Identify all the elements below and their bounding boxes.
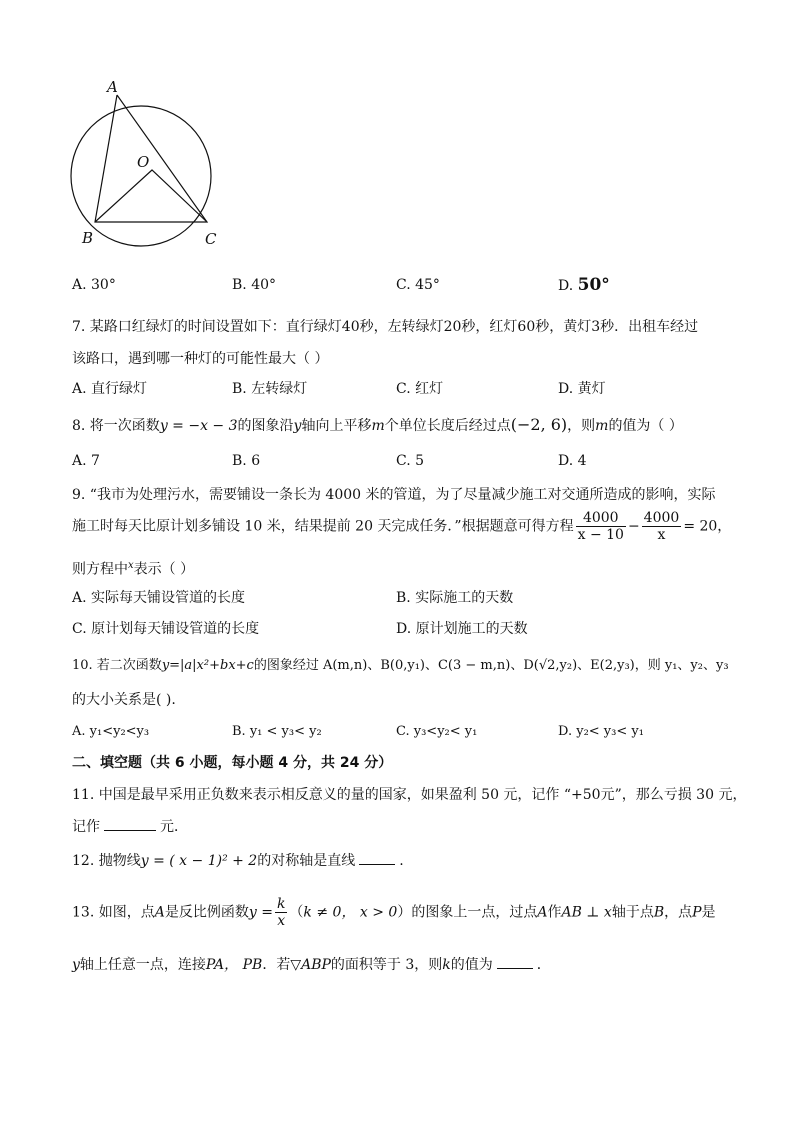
q13-line2: [72, 956, 551, 974]
q8-m-2: m: [595, 418, 609, 434]
q13-point-a-2: A: [537, 904, 548, 921]
q6-option-c: C. 45°: [396, 277, 440, 293]
q13-condition: k ≠ 0， x > 0: [303, 904, 398, 921]
q13-point-b: B: [653, 904, 665, 921]
q10-option-a: A. y₁<y₂<y₃: [72, 724, 150, 739]
q6-option-a: A. 30°: [72, 277, 116, 293]
q13-line1-a: 13. 如图，点: [72, 904, 155, 921]
q12-text-b: 的对称轴是直线: [257, 853, 356, 869]
q6-option-d: [558, 276, 610, 295]
q7-option-c: C. 红灯: [396, 381, 444, 397]
q8-text-b: 的图象沿: [237, 418, 294, 434]
q12-line: [72, 852, 404, 870]
q12-text-c: .: [399, 853, 404, 869]
q8-axis: y: [293, 418, 302, 434]
section-2-title: 二、填空题（共 6 小题，每小题 4 分，共 24 分）: [72, 755, 393, 771]
q13-line1-d: ）的图象上一点，过点: [397, 904, 538, 921]
radii-ob-oc: [95, 170, 207, 222]
q13-line2-b: ．若: [262, 957, 291, 973]
q6-option-d-value: 50°: [577, 275, 610, 295]
q9-option-b: B. 实际施工的天数: [396, 590, 514, 606]
q13-ab-perp: AB ⊥ x: [561, 904, 612, 921]
q9-line3-a: 则方程中: [72, 561, 128, 578]
q8-option-a: A. 7: [72, 453, 100, 469]
q13-line1-f: 轴于点: [611, 904, 654, 921]
q9-fraction-2-denominator: x: [657, 527, 666, 543]
q8-text-a: 8. 将一次函数: [72, 418, 160, 434]
q9-option-c: C. 原计划每天铺设管道的长度: [72, 621, 260, 637]
q13-line1-b: 是反比例函数: [164, 904, 249, 921]
q8-text-f: 的值为（ ）: [608, 418, 683, 434]
q11-line2-a: 记作: [72, 819, 100, 835]
q7-option-d: D. 黄灯: [558, 381, 606, 397]
q8-stem: [72, 416, 683, 435]
q9-fraction-1-denominator: x − 10: [577, 527, 624, 543]
q13-point-p: P: [692, 904, 702, 921]
q8-point: (−2, 6): [510, 415, 568, 434]
q9-line2-text: 施工时每天比原计划多铺设 10 米，结果提前 20 天完成任务．”根据题意可得方程: [72, 518, 574, 535]
q9-fraction-1: [576, 510, 626, 543]
q8-option-c: C. 5: [396, 453, 425, 469]
q12-answer-blank[interactable]: [359, 852, 395, 865]
q7-line1: 7. 某路口红绿灯的时间设置如下：直行绿灯40秒，左转绿灯20秒，红灯60秒，黄灯3秒．出租车经过: [72, 319, 699, 335]
q6-option-b: B. 40°: [232, 277, 277, 293]
q11-line2: [72, 818, 188, 836]
q8-option-b: B. 6: [232, 453, 261, 469]
q13-line1-e: 作: [547, 904, 562, 921]
q9-minus: −: [627, 518, 640, 535]
q9-equals: = 20，: [683, 518, 732, 535]
q13-line2-c: 的面积等于 3，则: [330, 957, 443, 973]
q10-function: y=|a|x²+bx+c: [161, 658, 254, 673]
circle-o: [71, 106, 211, 246]
q10-sqrt2: √2: [538, 658, 556, 673]
q9-fraction-2: [642, 510, 682, 543]
q9-option-a: A. 实际每天铺设管道的长度: [72, 590, 246, 606]
q13-line1-g: ，点: [664, 904, 693, 921]
q13-line2-y: y: [72, 957, 80, 973]
q9-line1: 9. “我市为处理污水，需要铺设一条长为 4000 米的管道，为了尽量减少施工对交通所造成的影响，实际: [72, 487, 716, 503]
q10-line1: [72, 657, 729, 675]
label-b: B: [82, 229, 94, 247]
q11-answer-blank[interactable]: [104, 818, 156, 831]
q9-line3-x: x: [128, 560, 134, 571]
q9-fraction-2-numerator: 4000: [643, 510, 680, 526]
q13-line1-h: 是: [701, 904, 716, 921]
q9-fraction-1-numerator: 4000: [576, 510, 626, 527]
q8-text-c: 轴向上平移: [301, 418, 372, 434]
q13-fraction: [275, 896, 287, 929]
label-o: O: [137, 153, 150, 171]
q8-m: m: [371, 418, 385, 434]
q9-line2: [72, 510, 731, 543]
q9-line3-b: 表示（ ）: [133, 561, 195, 578]
q10-option-b: B. y₁ < y₃< y₂: [232, 724, 322, 739]
label-a: A: [107, 78, 118, 96]
q13-line1: [72, 896, 716, 929]
q13-pa-pb: PA， PB: [205, 957, 263, 973]
q9-option-d: D. 原计划施工的天数: [396, 621, 528, 637]
q13-triangle: ▽ABP: [290, 957, 331, 973]
q8-expression: y = −x − 3: [159, 418, 238, 434]
circle-triangle-figure: [60, 76, 240, 254]
q8-text-d: 个单位长度后经过点: [384, 418, 511, 434]
q10-line1-c: ,y₂)、E(2,y₃)，则 y₁、y₂、y₃: [555, 658, 729, 673]
q7-option-a: A. 直行绿灯: [72, 381, 148, 397]
q10-option-d: D. y₂< y₃< y₁: [558, 724, 644, 739]
q13-fraction-numerator: k: [276, 896, 286, 912]
triangle-abc: [95, 95, 207, 222]
q13-line2-a: 轴上任意一点，连接: [79, 957, 206, 973]
label-c: C: [205, 230, 217, 248]
q7-option-b: B. 左转绿灯: [232, 381, 308, 397]
q10-line1-a: 10. 若二次函数: [72, 658, 162, 673]
q13-y-eq: y =: [248, 904, 273, 921]
q13-k: k: [442, 957, 451, 973]
q6-option-d-label: D.: [558, 278, 578, 294]
q13-fraction-denominator: x: [277, 913, 286, 929]
q10-line2: 的大小关系是( ).: [72, 692, 176, 708]
q8-option-d: D. 4: [558, 453, 587, 469]
q13-line1-c: （: [289, 904, 304, 921]
q8-text-e: ，则: [567, 418, 596, 434]
q10-line1-b: 的图象经过 A(m,n)、B(0,y₁)、C(3 − m,n)、D(: [253, 658, 539, 673]
q12-text-a: 12. 抛物线: [72, 853, 141, 869]
q11-line1: 11. 中国是最早采用正负数来表示相反意义的量的国家，如果盈利 50 元，记作 “+50元”，那么亏损 30 元，: [72, 787, 747, 803]
q13-line2-e: ．: [536, 957, 551, 973]
q7-line2: 该路口，遇到哪一种灯的可能性最大（ ）: [72, 351, 329, 367]
q13-answer-blank[interactable]: [497, 956, 533, 969]
q13-line2-d: 的值为: [450, 957, 493, 973]
q10-option-c: C. y₃<y₂< y₁: [396, 724, 478, 739]
q9-line3: [72, 557, 194, 579]
q13-point-a: A: [154, 904, 165, 921]
q11-line2-b: 元．: [160, 819, 188, 835]
q12-expression: y = ( x − 1)² + 2: [140, 853, 258, 869]
